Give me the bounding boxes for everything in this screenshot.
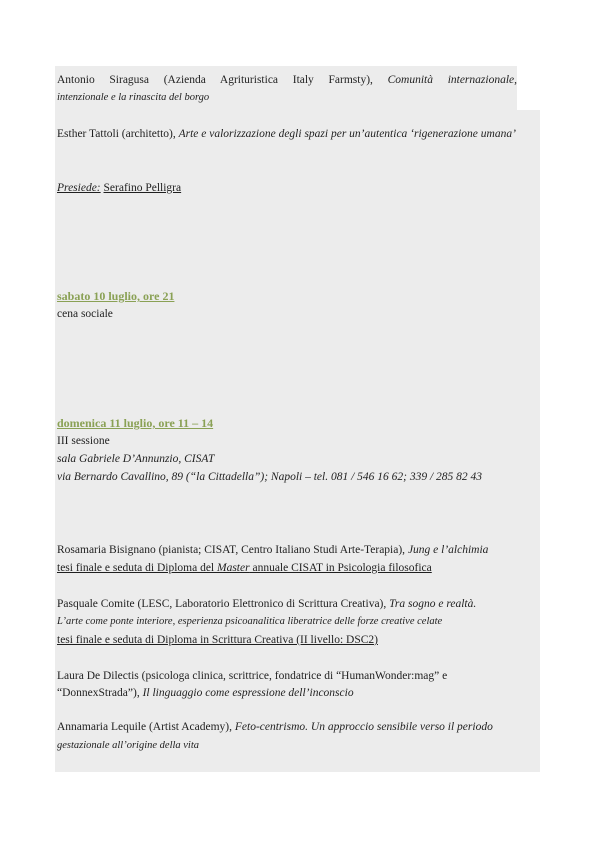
speaker-name: Pasquale Comite (LESC, Laboratorio Elettronico di Scrittura Creativa),	[57, 598, 387, 610]
thesis-line	[57, 561, 432, 575]
speaker-name: Annamaria Lequile (Artist Academy),	[57, 721, 232, 733]
speaker-bisignano	[57, 543, 488, 557]
speaker-name: Antonio Siragusa (Azienda Agrituristica Italy Farmsty),	[57, 74, 373, 86]
talk-title-cont: gestazionale all’origine della vita	[57, 740, 200, 751]
event-cena: cena sociale	[57, 308, 113, 320]
talk-title: Jung e l’alchimia	[407, 544, 489, 556]
chair-line	[57, 181, 181, 195]
session-label: III sessione	[57, 435, 110, 447]
thesis-master: Master	[217, 562, 250, 574]
date-heading-domenica: domenica 11 luglio, ore 11 – 14	[57, 416, 214, 430]
talk-title: Il linguaggio come espressione dell’inconscio	[142, 687, 354, 699]
speaker-comite	[57, 597, 476, 611]
talk-title: Comunità internazionale,	[387, 74, 518, 86]
talk-title: Arte e valorizzazione degli spazi per un’autentica ‘rigenerazione umana’	[178, 128, 516, 140]
speaker-name: Rosamaria Bisignano (pianista; CISAT, Centro Italiano Studi Arte-Terapia),	[57, 544, 406, 556]
chair-name: Serafino Pelligra	[103, 182, 182, 194]
talk-title-cont: intenzionale e la rinascita del borgo	[57, 92, 210, 103]
address: via Bernardo Cavallino, 89 (“la Cittadella”); Napoli – tel. 081 / 546 16 62; 339 / 285 82 43	[57, 471, 483, 483]
talk-title-cont: L’arte come ponte interiore, esperienza psicoanalitica liberatrice delle forze creative celate	[57, 616, 443, 627]
speaker-dilectis: Laura De Dilectis (psicologa clinica, scrittrice, fondatrice di “HumanWonder:mag” e	[57, 670, 448, 682]
thesis-post: annuale CISAT in Psicologia filosofica	[249, 562, 432, 574]
thesis-line: tesi finale e seduta di Diploma in Scrittura Creativa (II livello: DSC2)	[57, 634, 378, 646]
chair-label: Presiede:	[57, 182, 101, 194]
speaker-lequile	[57, 720, 539, 734]
talk-title: Tra sogno e realtà.	[389, 598, 477, 610]
venue: sala Gabriele D’Annunzio, CISAT	[57, 453, 215, 465]
speaker-siragusa	[57, 73, 517, 87]
speaker-name-cont: “DonnexStrada”),	[57, 687, 140, 699]
speaker-dilectis-cont	[57, 686, 354, 700]
speaker-tattoli	[57, 127, 516, 141]
speaker-name: Esther Tattoli (architetto),	[57, 128, 176, 140]
thesis-pre: tesi finale e seduta di Diploma del	[57, 562, 217, 574]
talk-title: Feto-centrismo. Un approccio sensibile verso il periodo	[234, 721, 493, 733]
date-heading-sabato: sabato 10 luglio, ore 21	[57, 289, 175, 303]
